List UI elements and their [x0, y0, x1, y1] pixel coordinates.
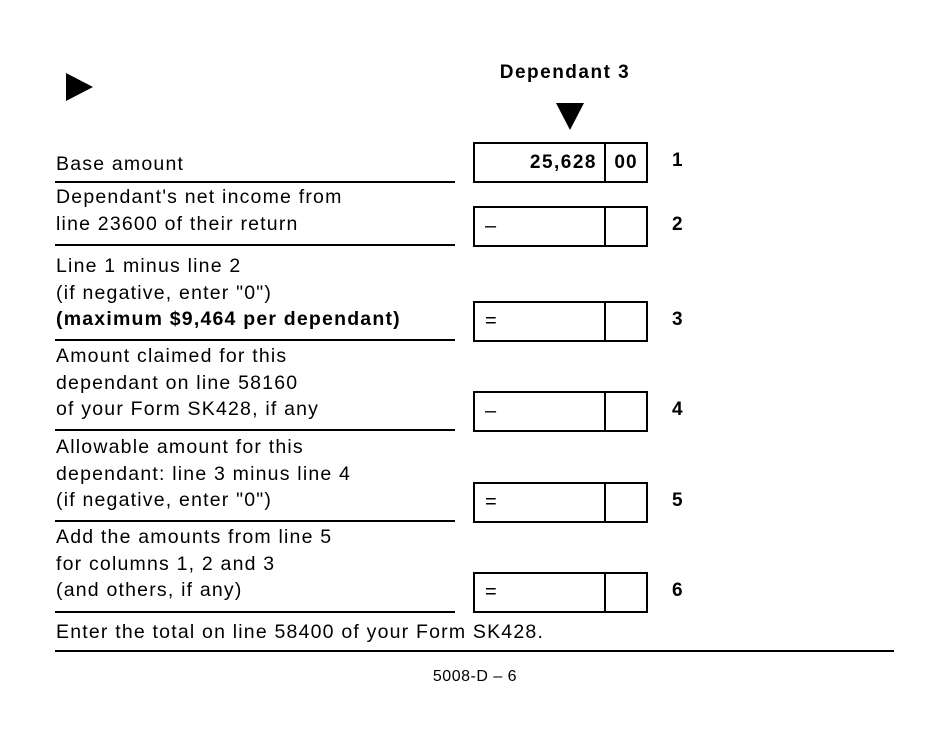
- line-5-cents: [606, 484, 646, 521]
- continue-arrow-icon: [66, 73, 93, 101]
- line-3-label: Line 1 minus line 2 (if negative, enter "0") (maximum $9,464 per dependant): [56, 255, 401, 330]
- line-4-operator: –: [485, 400, 497, 422]
- line-5-operator: =: [485, 491, 497, 513]
- line-1-dollars: 25,628: [529, 152, 597, 173]
- line-6-amount-field[interactable]: [473, 572, 648, 613]
- line-6-label: Add the amounts from line 5 for columns 1, 2 and 3 (and others, if any): [56, 526, 333, 601]
- down-arrow-icon: [556, 103, 584, 130]
- line-4-rule: [55, 429, 455, 431]
- line-6-rule: [55, 611, 455, 613]
- line-1-label: Base amount: [56, 153, 185, 175]
- line-2-rule: [55, 244, 455, 246]
- column-header: Dependant 3: [499, 62, 631, 83]
- line-3-dollars: [475, 303, 597, 340]
- line-5-dollars: [475, 484, 597, 521]
- instruction-text: Enter the total on line 58400 of your Form SK428.: [56, 621, 545, 643]
- line-2-amount-field[interactable]: [473, 206, 648, 247]
- line-2-label: Dependant's net income from line 23600 of their return: [56, 186, 343, 235]
- line-4-cents: [606, 393, 646, 430]
- line-6-dollars: [475, 574, 597, 611]
- line-2-number: 2: [672, 214, 683, 235]
- line-1-cents: 00: [614, 152, 638, 173]
- line-5-amount-field[interactable]: [473, 482, 648, 523]
- line-1-rule: [55, 181, 455, 183]
- line-5-number: 5: [672, 490, 683, 511]
- page-footer: 5008-D – 6: [432, 668, 518, 685]
- bottom-rule: [55, 650, 894, 652]
- line-2-operator: –: [485, 215, 497, 237]
- line-1-number: 1: [672, 150, 683, 171]
- line-1-amount-field[interactable]: [473, 142, 648, 183]
- line-3-cents: [606, 303, 646, 340]
- line-6-operator: =: [485, 581, 497, 603]
- line-6-number: 6: [672, 580, 683, 601]
- line-5-rule: [55, 520, 455, 522]
- line-3-amount-field[interactable]: [473, 301, 648, 342]
- line-3-operator: =: [485, 310, 497, 332]
- line-2-cents: [606, 208, 646, 245]
- line-4-number: 4: [672, 399, 683, 420]
- line-4-amount-field[interactable]: [473, 391, 648, 432]
- line-3-rule: [55, 339, 455, 341]
- line-4-dollars: [475, 393, 597, 430]
- line-5-label: Allowable amount for this dependant: line 3 minus line 4 (if negative, enter "0"): [56, 436, 352, 511]
- line-6-cents: [606, 574, 646, 611]
- line-2-dollars: [475, 208, 597, 245]
- line-4-label: Amount claimed for this dependant on line 58160 of your Form SK428, if any: [56, 345, 320, 420]
- line-3-number: 3: [672, 309, 683, 330]
